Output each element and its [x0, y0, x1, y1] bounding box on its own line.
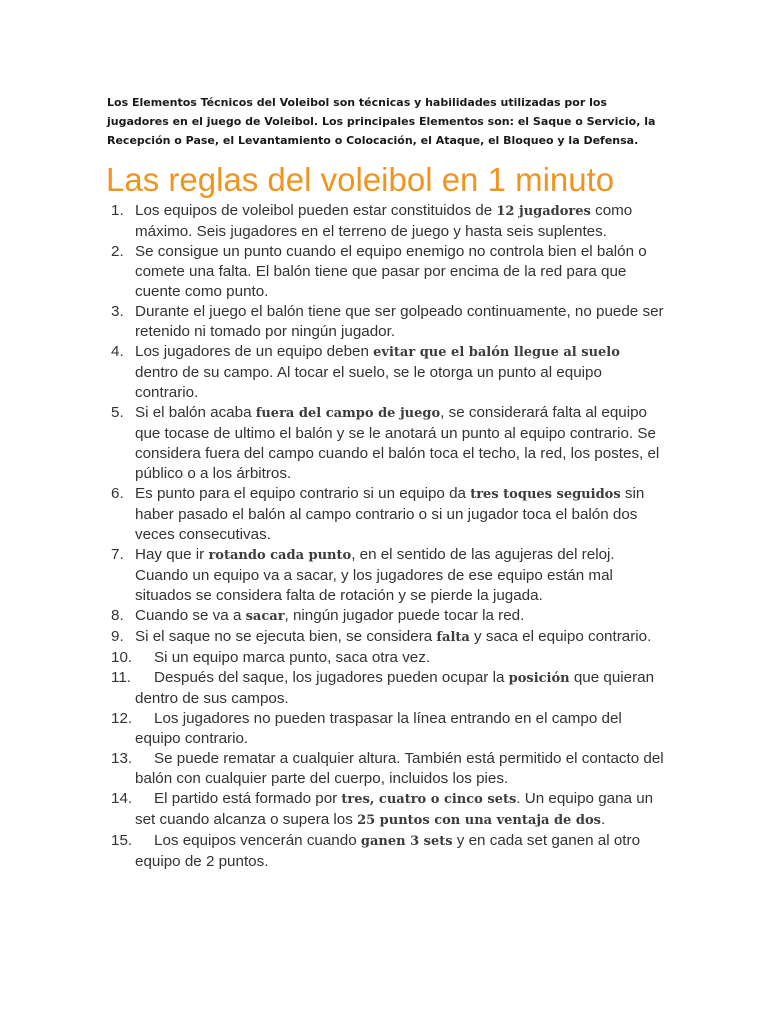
rule-item [106, 403, 666, 484]
rule-emphasis: ganen 3 sets [360, 834, 453, 849]
rule-text: y en cada set ganen al otro equipo de 2 puntos. [135, 832, 641, 870]
rule-text: Es punto para el equipo contrario si un equipo da [135, 485, 471, 502]
rule-item [106, 668, 666, 709]
rule-number: 11. [111, 669, 131, 686]
rule-number: 12. [111, 710, 133, 727]
rule-item [106, 484, 666, 545]
rule-text: que quieran dentro de sus campos. [135, 669, 655, 707]
rule-text: como máximo. Seis jugadores en el terreno de juego y hasta seis suplentes. [135, 202, 633, 240]
rule-text: Después del saque, los jugadores pueden ocupar la [154, 669, 509, 686]
rule-emphasis: tres toques seguidos [470, 487, 621, 502]
rule-text: , en el sentido de las agujeras del reloj. Cuando un equipo va a sacar, y los jugadores de ese equipo están mal situados se considera falta de rotación y se pierde la jugada. [135, 546, 615, 604]
page-title: Las reglas del voleibol en 1 minuto [106, 161, 615, 198]
rule-text: Si el balón acaba [135, 404, 256, 421]
rule-emphasis: posición [508, 671, 570, 686]
rule-item [106, 201, 666, 242]
rule-item [106, 242, 666, 302]
rule-number: 15. [111, 832, 133, 849]
rule-text: Si el saque no se ejecuta bien, se considera [135, 628, 437, 645]
rule-item [106, 709, 666, 749]
rule-number: 2. [111, 243, 124, 260]
rule-number: 8. [111, 607, 124, 624]
rule-emphasis: sacar [245, 609, 285, 624]
rule-item [106, 627, 666, 648]
rule-item [106, 648, 666, 668]
rule-item [106, 789, 666, 831]
rule-number: 6. [111, 485, 124, 502]
rule-number: 14. [111, 790, 133, 807]
rule-number: 5. [111, 404, 124, 421]
rule-text: y saca el equipo contrario. [469, 628, 652, 645]
rule-text: Cuando se va a [135, 607, 246, 624]
rules-list [106, 201, 666, 872]
rule-item [106, 545, 666, 606]
rule-text: Se consigue un punto cuando el equipo enemigo no controla bien el balón o comete una falta. El balón tiene que pasar por encima de la red para que cuente como punto. [135, 243, 647, 300]
rule-text: , se considerará falta al equipo que tocase de ultimo el balón y se le anotará un punto al equipo contrario. Se considera fuera del campo cuando el balón toca el techo, la red, los postes, el público o a los árbitros. [135, 404, 660, 482]
rule-item [106, 606, 666, 627]
rule-text: Los equipos vencerán cuando [154, 832, 361, 849]
rule-number: 7. [111, 546, 124, 563]
rule-emphasis: falta [436, 630, 470, 645]
rule-number: 3. [111, 303, 124, 320]
rule-number: 1. [111, 202, 124, 219]
rule-emphasis: 25 puntos con una ventaja de dos [357, 813, 601, 828]
rule-text: Los jugadores no pueden traspasar la línea entrando en el campo del equipo contrario. [135, 710, 622, 747]
rule-text: El partido está formado por [154, 790, 342, 807]
rule-item [106, 831, 666, 872]
rule-text: Durante el juego el balón tiene que ser golpeado continuamente, no puede ser retenido ni tomado por ningún jugador. [135, 303, 664, 340]
rule-emphasis: 12 jugadores [496, 204, 591, 219]
rule-text: sin haber pasado el balón al campo contrario o si un jugador toca el balón dos veces consecutivas. [135, 485, 645, 543]
rule-emphasis: evitar que el balón llegue al suelo [373, 345, 620, 360]
rule-text: Se puede rematar a cualquier altura. También está permitido el contacto del balón con cualquier parte del cuerpo, incluidos los pies. [135, 750, 664, 787]
rule-number: 4. [111, 343, 124, 360]
rule-text: Si un equipo marca punto, saca otra vez. [154, 649, 431, 666]
rule-text: Los equipos de voleibol pueden estar constituidos de [135, 202, 497, 219]
rule-text: . [600, 811, 606, 828]
rule-text: Los jugadores de un equipo deben [135, 343, 374, 360]
rule-number: 10. [111, 649, 133, 666]
rule-text: dentro de su campo. Al tocar el suelo, se le otorga un punto al equipo contrario. [135, 364, 602, 401]
rule-item [106, 302, 666, 342]
rule-emphasis: tres, cuatro o cinco sets [341, 792, 517, 807]
rule-text: , ningún jugador puede tocar la red. [284, 607, 525, 624]
rule-text: Hay que ir [135, 546, 209, 563]
rule-item [106, 749, 666, 789]
rule-item [106, 342, 666, 403]
rule-text: . Un equipo gana un set cuando alcanza o supera los [135, 790, 654, 828]
rule-emphasis: fuera del campo de juego [255, 406, 441, 421]
rule-emphasis: rotando cada punto [208, 548, 352, 563]
rule-number: 9. [111, 628, 124, 645]
rule-number: 13. [111, 750, 133, 767]
intro-paragraph: Los Elementos Técnicos del Voleibol son técnicas y habilidades utilizadas por los jugadores en el juego de Voleibol. Los principales Elementos son: el Saque o Servicio, la Recepción o Pase, el Levantamiento o Colocación, el Ataque, el Bloqueo y la Defensa. [107, 96, 656, 147]
